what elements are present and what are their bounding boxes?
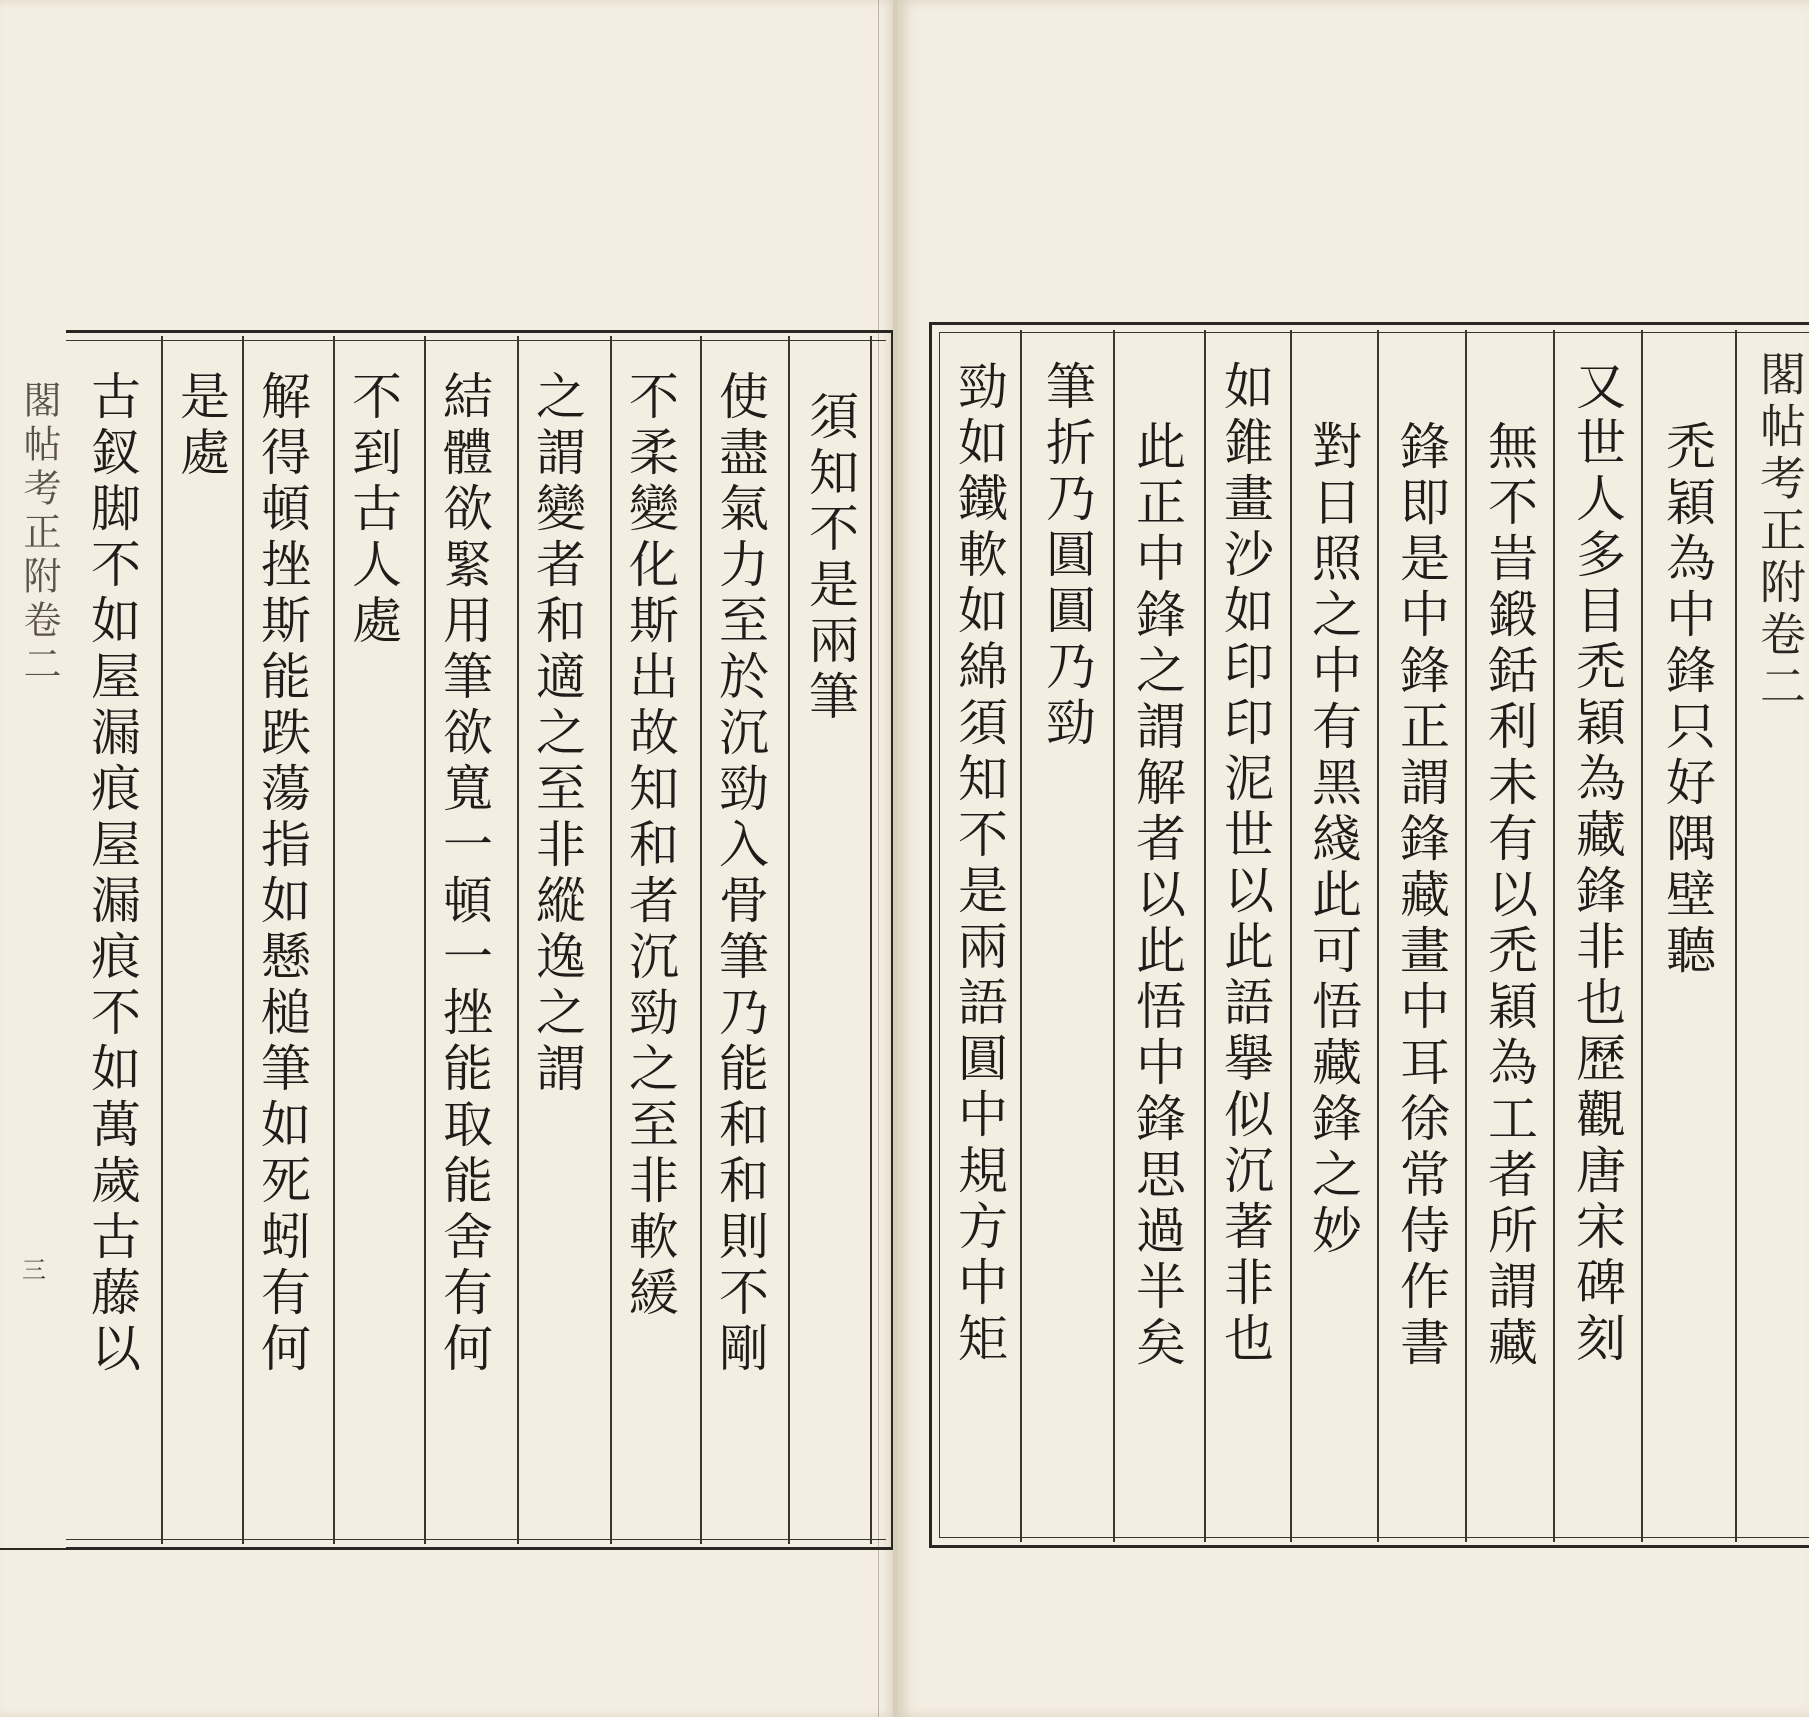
text-column: 如錐畫沙如印印泥世以此語擧似沉著非也	[1216, 360, 1274, 1368]
text-column: 又世人多目禿穎為藏鋒非也歷觀唐宋碑刻	[1568, 360, 1626, 1368]
column-rule	[870, 336, 872, 1544]
text-column: 之謂變者和適之至非縱逸之謂	[528, 370, 586, 1098]
text-column: 是處	[172, 370, 230, 482]
text-column: 無不旹鍛銛利未有以禿穎為工者所謂藏	[1480, 420, 1538, 1372]
text-column: 對日照之中有黑綫此可悟藏鋒之妙	[1304, 420, 1362, 1260]
text-column: 解得頓挫斯能跌蕩指如懸槌筆如死蚓有何	[253, 370, 311, 1378]
fold-line	[878, 0, 879, 1717]
column-rule	[1113, 330, 1115, 1542]
text-column: 使盡氣力至於沉勁入骨筆乃能和和則不剛	[711, 370, 769, 1378]
column-rule	[1465, 330, 1467, 1542]
text-column: 古釵脚不如屋漏痕屋漏痕不如萬歲古藤以	[83, 370, 141, 1378]
column-rule	[700, 336, 702, 1544]
text-column: 勁如鐵軟如綿須知不是兩語圓中規方中矩	[950, 360, 1008, 1368]
left-page	[0, 0, 895, 1717]
header-label: 閣帖考正附卷二	[1753, 350, 1807, 714]
column-rule	[424, 336, 426, 1544]
column-rule	[610, 336, 612, 1544]
column-rule	[1290, 330, 1292, 1542]
text-column: 須知不是兩筆	[801, 390, 859, 726]
column-rule	[242, 336, 244, 1544]
bottom-rule	[0, 1548, 895, 1550]
folio-number: 三	[22, 1256, 46, 1284]
text-column: 不柔變化斯出故知和者沉勁之至非軟緩	[621, 370, 679, 1322]
text-column: 不到古人處	[344, 370, 402, 650]
column-rule	[1020, 330, 1022, 1542]
column-rule	[1377, 330, 1379, 1542]
column-rule	[1204, 330, 1206, 1542]
column-rule	[1553, 330, 1555, 1542]
column-rule	[788, 336, 790, 1544]
text-column: 結體欲緊用筆欲寬一頓一挫能取能舍有何	[435, 370, 493, 1378]
text-column: 禿穎為中鋒只好隅壁聽	[1658, 420, 1716, 980]
column-rule	[333, 336, 335, 1544]
right-page	[897, 0, 1809, 1717]
column-rule	[1641, 330, 1643, 1542]
column-rule	[161, 336, 163, 1544]
margin-title: 閣帖考正附卷二	[17, 380, 61, 688]
column-rule	[517, 336, 519, 1544]
text-column: 鋒即是中鋒正謂鋒藏畫中耳徐常侍作書	[1392, 420, 1450, 1372]
text-column: 此正中鋒之謂解者以此悟中鋒思過半矣	[1128, 420, 1186, 1372]
text-column: 筆折乃圓圓乃勁	[1038, 360, 1096, 752]
column-rule	[1735, 330, 1737, 1542]
